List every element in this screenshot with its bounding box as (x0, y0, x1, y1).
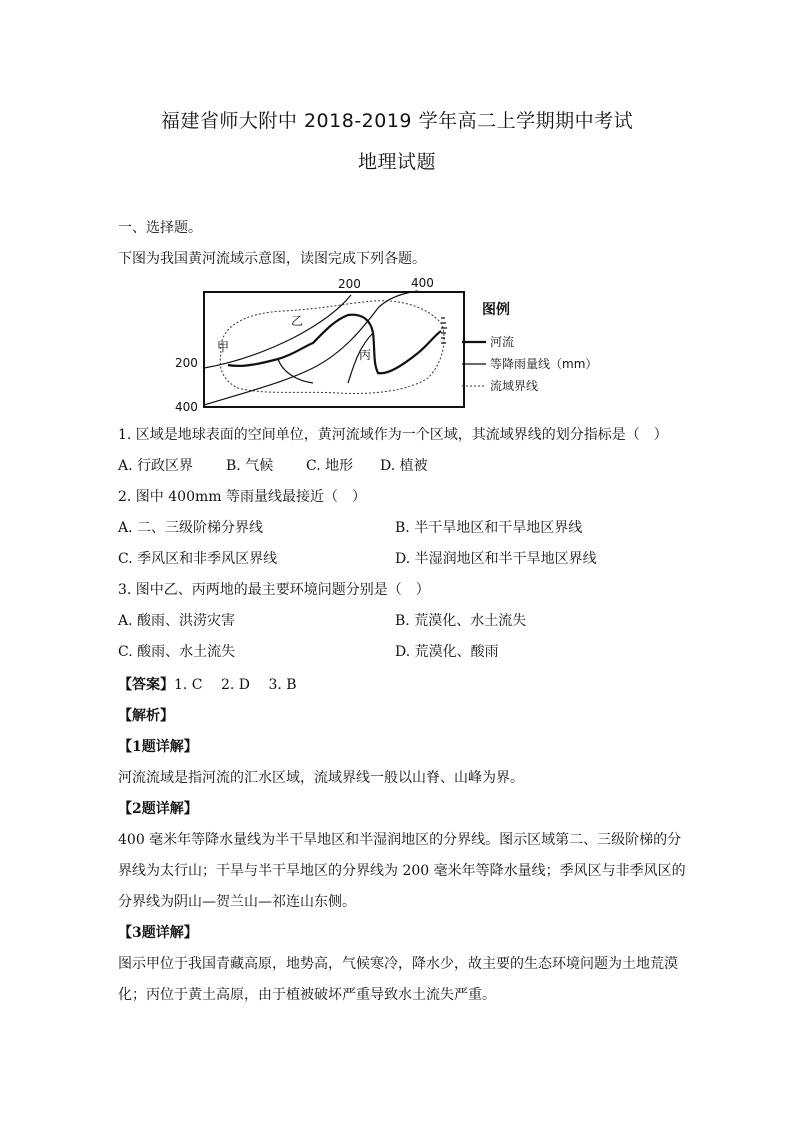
q1-option-b: B. 气候 (226, 458, 274, 474)
q3-analysis-label: 【3题详解】 (118, 925, 198, 941)
yellow-river-map (173, 273, 473, 413)
label-200-left: 200 (175, 356, 198, 370)
q1-option-d: D. 植被 (380, 458, 428, 474)
legend-title: 图例 (482, 302, 510, 318)
q1-option-a: A. 行政区界 (118, 458, 194, 474)
map-svg (173, 273, 473, 413)
map-frame (204, 292, 464, 407)
q1-option-c: C. 地形 (306, 458, 354, 474)
q2-analysis-line-2: 界线为太行山；干旱与半干旱地区的分界线为 200 毫米年等降水量线；季风区与非季风区的 (118, 863, 686, 879)
label-400-left: 400 (175, 400, 198, 413)
yellow-river-line (228, 315, 441, 374)
analysis-label: 【解析】 (118, 708, 174, 724)
q1-analysis-label: 【1题详解】 (118, 739, 198, 755)
label-bing: 丙 (359, 348, 372, 362)
q3-analysis-line-2: 化；丙位于黄土高原，由于植被破坏严重导致水土流失严重。 (118, 987, 496, 1003)
answer-line (118, 675, 297, 695)
q3-analysis-line-1: 图示甲位于我国青藏高原，地势高，气候寒冷，降水少，故主要的生态环境问题为土地荒漠 (118, 956, 678, 972)
legend-river-label: 河流 (490, 335, 515, 349)
legend-isohyet-label: 等降雨量线（mm） (490, 357, 598, 371)
label-200-top: 200 (338, 277, 361, 291)
q3-option-b: B. 荒漠化、水土流失 (395, 613, 527, 629)
isohyet-400-line (204, 291, 418, 405)
answer-label: 【答案】 (118, 677, 174, 693)
section-intro: 下图为我国黄河流域示意图，读图完成下列各题。 (118, 251, 426, 267)
q2-analysis-label: 【2题详解】 (118, 801, 198, 817)
q2-option-c: C. 季风区和非季风区界线 (118, 551, 278, 567)
q2-option-d: D. 半湿润地区和半干旱地区界线 (395, 551, 597, 567)
q3-option-a: A. 酸雨、洪涝灾害 (118, 613, 236, 629)
q1-analysis-text: 河流流域是指河流的汇水区域，流域界线一般以山脊、山峰为界。 (118, 770, 524, 786)
q2-option-b: B. 半干旱地区和干旱地区界线 (395, 520, 583, 536)
document-title: 福建省师大附中 2018-2019 学年高二上学期期中考试 (160, 110, 634, 132)
section-heading: 一、选择题。 (118, 220, 202, 236)
legend-boundary-label: 流域界线 (490, 379, 539, 393)
label-yi: 乙 (291, 314, 304, 328)
label-400-top: 400 (411, 276, 434, 290)
question-2-stem: 2. 图中 400mm 等雨量线最接近（ ） (118, 489, 366, 505)
isohyet-200-line (204, 295, 351, 368)
q2-option-a: A. 二、三级阶梯分界线 (118, 520, 264, 536)
map-legend (460, 298, 600, 398)
basin-boundary-line (220, 301, 444, 394)
question-1-stem: 1. 区域是地球表面的空间单位，黄河流域作为一个区域，其流域界线的划分指标是（ ） (118, 427, 668, 443)
document-subtitle: 地理试题 (357, 151, 436, 173)
label-jia: 甲 (217, 340, 230, 354)
q3-option-d: D. 荒漠化、酸雨 (395, 644, 499, 660)
answer-text: 1. C 2. D 3. B (174, 677, 297, 693)
q2-analysis-line-3: 分界线为阴山—贺兰山—祁连山东侧。 (118, 894, 356, 910)
q3-option-c: C. 酸雨、水土流失 (118, 644, 236, 660)
question-3-stem: 3. 图中乙、丙两地的最主要环境问题分别是（ ） (118, 582, 430, 598)
q2-analysis-line-1: 400 毫米年等降水量线为半干旱地区和半湿润地区的分界线。图示区域第二、三级阶梯的分 (118, 832, 682, 848)
